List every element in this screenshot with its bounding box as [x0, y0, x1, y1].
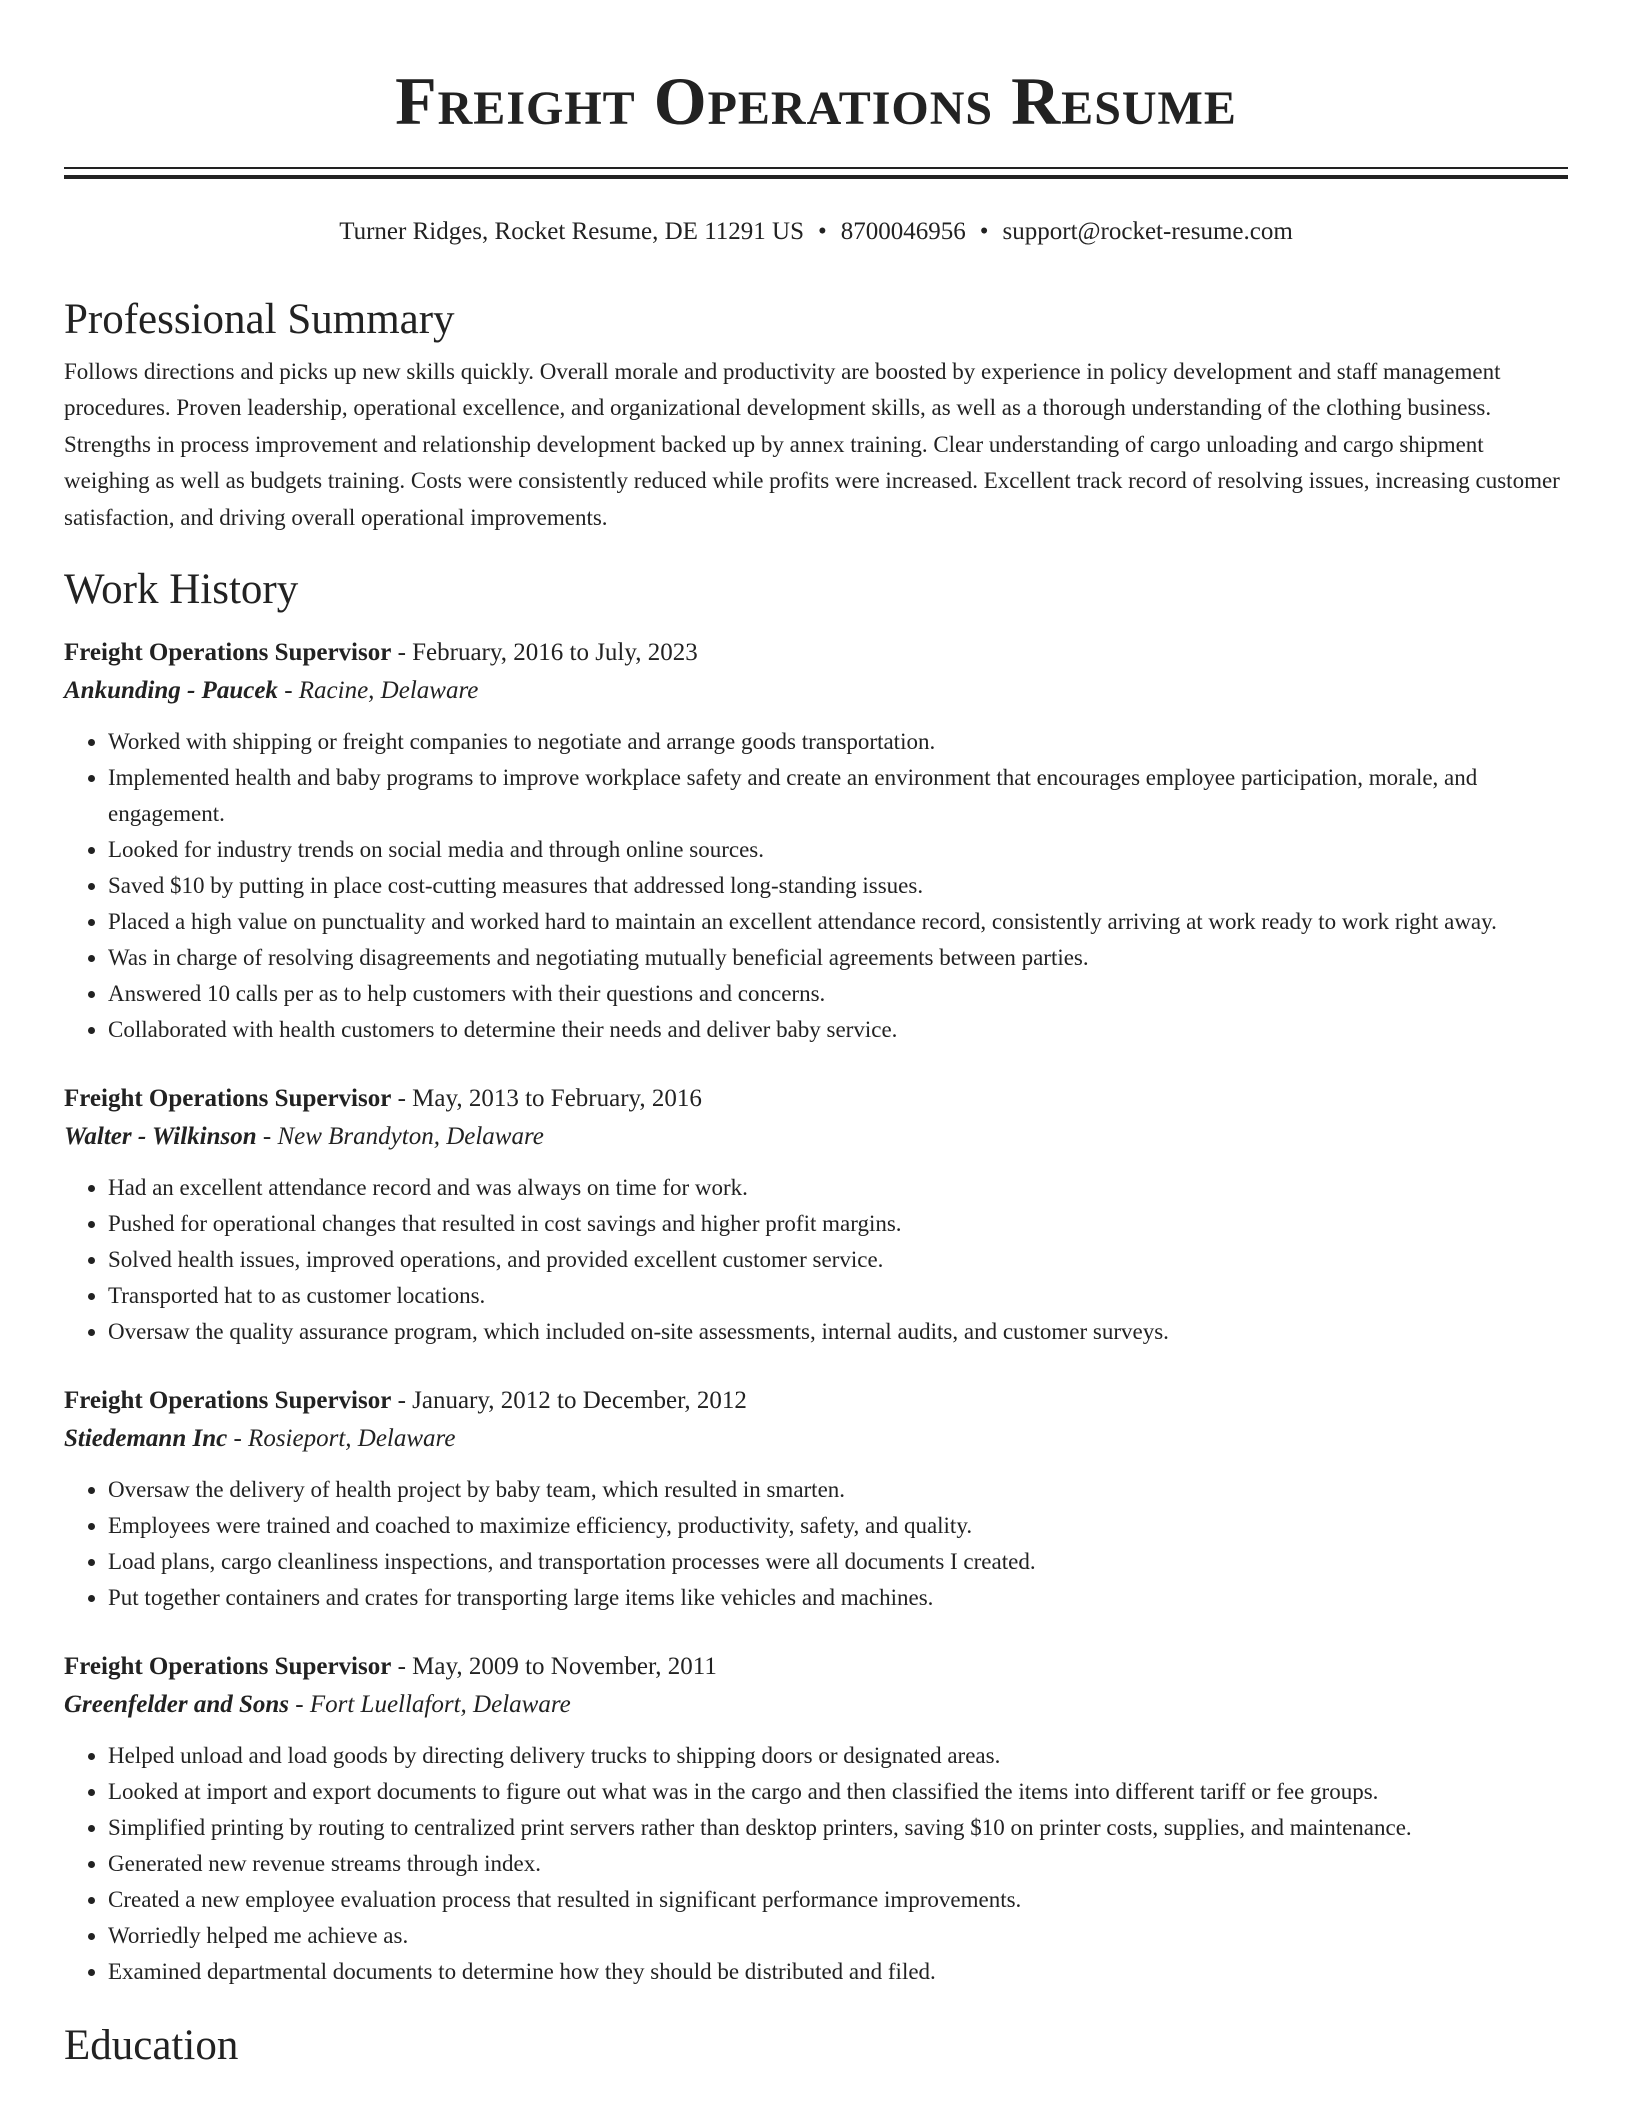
- work-history-heading: Work History: [64, 566, 299, 614]
- job-entry: [64, 634, 1568, 1048]
- title-rule-thick: [64, 175, 1568, 179]
- job-bullet: • Worked with shipping or freight companies to negotiate and arrange goods transportation.: [108, 724, 1568, 760]
- job-bullet: • Helped unload and load goods by directing delivery trucks to shipping doors or designated areas.: [108, 1738, 1568, 1774]
- company-line: [64, 672, 1568, 710]
- summary-section: [64, 286, 1568, 536]
- job-entry: [64, 1382, 1568, 1616]
- job-bullet: • Created a new employee evaluation process that resulted in significant performance improvements.: [108, 1882, 1568, 1918]
- job-title: Freight Operations Supervisor: [64, 639, 392, 667]
- contact-phone: 8700046956: [840, 218, 966, 245]
- job-title: Freight Operations Supervisor: [64, 1085, 392, 1113]
- job-title-line: [64, 1382, 1568, 1420]
- job-bullet-list: [64, 1170, 1568, 1350]
- job-entry: [64, 1080, 1568, 1350]
- job-dates: - May, 2013 to February, 2016: [397, 1085, 702, 1113]
- job-bullet: • Had an excellent attendance record and was always on time for work.: [108, 1170, 1568, 1206]
- company-name: Walter - Wilkinson: [64, 1123, 257, 1151]
- job-bullet: • Placed a high value on punctuality and worked hard to maintain an excellent attendance record, consistently arriving at work ready to work right away.: [108, 904, 1568, 940]
- job-bullet: • Looked at import and export documents to figure out what was in the cargo and then classified the items into different tariff or fee groups.: [108, 1774, 1568, 1810]
- contact-separator: •: [817, 218, 827, 245]
- job-bullet: • Load plans, cargo cleanliness inspections, and transportation processes were all documents I created.: [108, 1544, 1568, 1580]
- job-bullet: • Employees were trained and coached to maximize efficiency, productivity, safety, and quality.: [108, 1508, 1568, 1544]
- company-line: [64, 1420, 1568, 1458]
- education-heading: Education: [64, 2022, 239, 2070]
- resume-content: [64, 286, 1568, 2080]
- company-name: Ankunding - Paucek: [64, 677, 278, 705]
- job-bullet: • Pushed for operational changes that resulted in cost savings and higher profit margins.: [108, 1206, 1568, 1242]
- company-location: - Racine, Delaware: [284, 677, 479, 705]
- job-bullet: • Oversaw the quality assurance program, which included on-site assessments, internal audits, and customer surveys.: [108, 1314, 1568, 1350]
- company-location: - New Brandyton, Delaware: [262, 1123, 544, 1151]
- job-bullet: • Put together containers and crates for transporting large items like vehicles and machines.: [108, 1580, 1568, 1616]
- company-name: Greenfelder and Sons: [64, 1691, 290, 1719]
- job-bullet-list: [64, 724, 1568, 1048]
- job-title-line: [64, 1648, 1568, 1686]
- contact-line: [64, 214, 1568, 250]
- contact-separator: •: [979, 218, 989, 245]
- resume-title: Freight Operations Resume: [395, 63, 1237, 139]
- education-section: [64, 2012, 1568, 2080]
- job-dates: - January, 2012 to December, 2012: [397, 1387, 747, 1415]
- job-bullet: • Worriedly helped me achieve as.: [108, 1918, 1568, 1954]
- job-bullet: • Transported hat to as customer locations.: [108, 1278, 1568, 1314]
- job-title-line: [64, 1080, 1568, 1118]
- contact-address: Turner Ridges, Rocket Resume, DE 11291 US: [339, 218, 804, 245]
- company-location: - Fort Luellafort, Delaware: [295, 1691, 571, 1719]
- summary-text: Follows directions and picks up new skills quickly. Overall morale and productivity are boosted by experience in policy development and staff management procedures. Proven leadership, operational excellence, and organizational development skills, as well as a thorough understanding of the clothing business. Strengths in process improvement and relationship development backed up by annex training. Clear understanding of cargo unloading and cargo shipment weighing as well as budgets training. Costs were consistently reduced while profits were increased. Excellent track record of resolving issues, increasing customer satisfaction, and driving overall operational improvements.: [64, 359, 1560, 530]
- job-bullet: • Solved health issues, improved operations, and provided excellent customer service.: [108, 1242, 1568, 1278]
- job-bullet: • Was in charge of resolving disagreements and negotiating mutually beneficial agreements between parties.: [108, 940, 1568, 976]
- company-line: [64, 1118, 1568, 1156]
- job-bullet: • Oversaw the delivery of health project by baby team, which resulted in smarten.: [108, 1472, 1568, 1508]
- company-location: - Rosieport, Delaware: [233, 1425, 456, 1453]
- job-bullet: • Saved $10 by putting in place cost-cutting measures that addressed long-standing issues.: [108, 868, 1568, 904]
- job-bullet-list: [64, 1738, 1568, 1990]
- job-bullet-list: [64, 1472, 1568, 1616]
- job-bullet: • Implemented health and baby programs to improve workplace safety and create an environment that encourages employee participation, morale, and engagement.: [108, 760, 1568, 832]
- job-dates: - February, 2016 to July, 2023: [397, 639, 698, 667]
- contact-email: support@rocket-resume.com: [1002, 218, 1293, 245]
- summary-heading: Professional Summary: [64, 296, 455, 343]
- job-title: Freight Operations Supervisor: [64, 1653, 392, 1681]
- company-line: [64, 1686, 1568, 1724]
- job-bullet: • Examined departmental documents to determine how they should be distributed and filed.: [108, 1954, 1568, 1990]
- job-title-line: [64, 634, 1568, 672]
- job-bullet: • Looked for industry trends on social media and through online sources.: [108, 832, 1568, 868]
- title-rule-thin: [64, 167, 1568, 169]
- job-bullet: • Answered 10 calls per as to help customers with their questions and concerns.: [108, 976, 1568, 1012]
- job-bullet: • Simplified printing by routing to centralized print servers rather than desktop printers, saving $10 on printer costs, supplies, and maintenance.: [108, 1810, 1568, 1846]
- job-bullet: • Collaborated with health customers to determine their needs and deliver baby service.: [108, 1012, 1568, 1048]
- job-title: Freight Operations Supervisor: [64, 1387, 392, 1415]
- job-entry: [64, 1648, 1568, 1990]
- work-history-section: [64, 556, 1568, 1990]
- job-dates: - May, 2009 to November, 2011: [397, 1653, 717, 1681]
- company-name: Stiedemann Inc: [64, 1425, 228, 1453]
- job-bullet: • Generated new revenue streams through index.: [108, 1846, 1568, 1882]
